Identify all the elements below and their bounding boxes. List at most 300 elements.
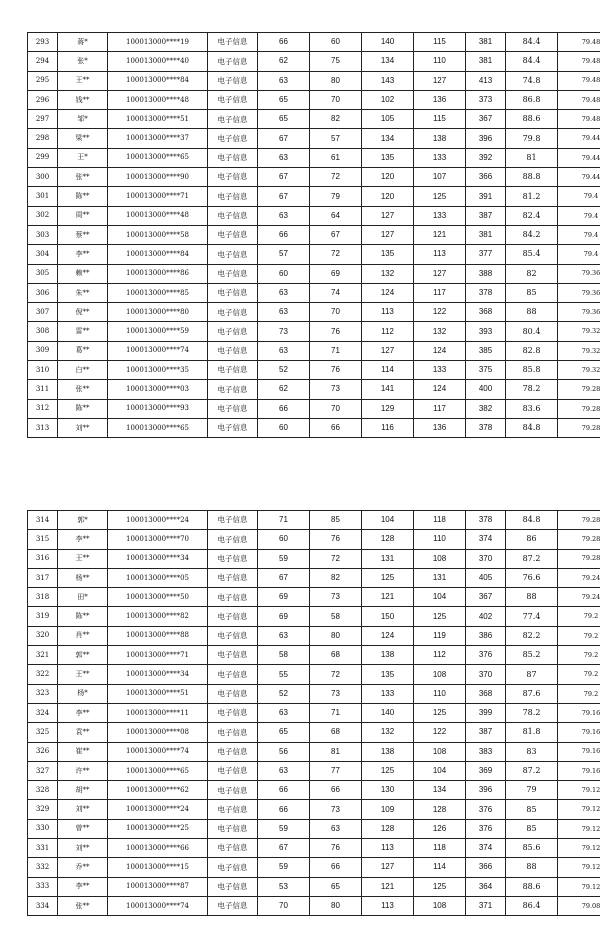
candidate-id-cell: 100013000****65 xyxy=(108,148,208,167)
politics-score-cell: 53 xyxy=(258,877,310,896)
politics-score-cell: 52 xyxy=(258,684,310,703)
interview-score-cell: 84.8 xyxy=(506,418,558,437)
final-score-cell: 79.16 xyxy=(558,761,600,780)
candidate-id-cell: 100013000****65 xyxy=(108,418,208,437)
table-row xyxy=(28,418,600,437)
candidate-id-cell: 100013000****34 xyxy=(108,665,208,684)
subject-2-score-cell: 133 xyxy=(414,148,466,167)
name-cell: 郭** xyxy=(58,646,108,665)
final-score-cell: 79.12 xyxy=(558,839,600,858)
subject-1-score-cell: 125 xyxy=(362,568,414,587)
name-cell: 周** xyxy=(58,206,108,225)
english-score-cell: 73 xyxy=(310,684,362,703)
english-score-cell: 71 xyxy=(310,703,362,722)
english-score-cell: 64 xyxy=(310,206,362,225)
english-score-cell: 66 xyxy=(310,858,362,877)
interview-score-cell: 83 xyxy=(506,742,558,761)
subject-1-score-cell: 104 xyxy=(362,511,414,530)
candidate-id-cell: 100013000****25 xyxy=(108,819,208,838)
table-row xyxy=(28,858,600,877)
name-cell: 李** xyxy=(58,703,108,722)
candidate-id-cell: 100013000****90 xyxy=(108,168,208,187)
major-cell: 电子信息 xyxy=(208,399,258,418)
major-cell: 电子信息 xyxy=(208,418,258,437)
name-cell: 刘** xyxy=(58,839,108,858)
name-cell: 朱** xyxy=(58,283,108,302)
final-score-cell: 79.08 xyxy=(558,896,600,915)
candidate-id-cell: 100013000****35 xyxy=(108,361,208,380)
name-cell: 崔** xyxy=(58,742,108,761)
subject-1-score-cell: 113 xyxy=(362,839,414,858)
table-row xyxy=(28,646,600,665)
table-row xyxy=(28,52,600,71)
interview-score-cell: 82.2 xyxy=(506,626,558,645)
politics-score-cell: 65 xyxy=(258,110,310,129)
subject-2-score-cell: 133 xyxy=(414,361,466,380)
total-score-cell: 378 xyxy=(466,511,506,530)
politics-score-cell: 56 xyxy=(258,742,310,761)
table-row xyxy=(28,90,600,109)
candidate-id-cell: 100013000****05 xyxy=(108,568,208,587)
name-cell: 葛** xyxy=(58,341,108,360)
interview-score-cell: 88.6 xyxy=(506,110,558,129)
interview-score-cell: 82.4 xyxy=(506,206,558,225)
major-cell: 电子信息 xyxy=(208,819,258,838)
final-score-cell: 79.44 xyxy=(558,148,600,167)
total-score-cell: 383 xyxy=(466,742,506,761)
candidate-id-cell: 100013000****48 xyxy=(108,90,208,109)
english-score-cell: 70 xyxy=(310,90,362,109)
subject-2-score-cell: 134 xyxy=(414,781,466,800)
total-score-cell: 387 xyxy=(466,206,506,225)
subject-1-score-cell: 121 xyxy=(362,877,414,896)
politics-score-cell: 62 xyxy=(258,52,310,71)
final-score-cell: 79.36 xyxy=(558,303,600,322)
politics-score-cell: 67 xyxy=(258,187,310,206)
interview-score-cell: 85.8 xyxy=(506,361,558,380)
interview-score-cell: 84.4 xyxy=(506,52,558,71)
english-score-cell: 74 xyxy=(310,283,362,302)
english-score-cell: 68 xyxy=(310,723,362,742)
name-cell: 张** xyxy=(58,380,108,399)
candidate-id-cell: 100013000****74 xyxy=(108,896,208,915)
total-score-cell: 367 xyxy=(466,110,506,129)
name-cell: 肖** xyxy=(58,626,108,645)
english-score-cell: 76 xyxy=(310,361,362,380)
name-cell: 王** xyxy=(58,665,108,684)
english-score-cell: 72 xyxy=(310,168,362,187)
total-score-cell: 376 xyxy=(466,800,506,819)
rank-cell: 311 xyxy=(28,380,58,399)
english-score-cell: 75 xyxy=(310,52,362,71)
politics-score-cell: 63 xyxy=(258,626,310,645)
rank-cell: 321 xyxy=(28,646,58,665)
english-score-cell: 81 xyxy=(310,742,362,761)
major-cell: 电子信息 xyxy=(208,588,258,607)
subject-1-score-cell: 102 xyxy=(362,90,414,109)
subject-1-score-cell: 114 xyxy=(362,361,414,380)
name-cell: 白** xyxy=(58,361,108,380)
total-score-cell: 364 xyxy=(466,877,506,896)
major-cell: 电子信息 xyxy=(208,723,258,742)
subject-1-score-cell: 129 xyxy=(362,399,414,418)
final-score-cell: 79.28 xyxy=(558,380,600,399)
english-score-cell: 70 xyxy=(310,399,362,418)
final-score-cell: 79.36 xyxy=(558,264,600,283)
total-score-cell: 382 xyxy=(466,399,506,418)
english-score-cell: 79 xyxy=(310,187,362,206)
major-cell: 电子信息 xyxy=(208,361,258,380)
subject-2-score-cell: 122 xyxy=(414,303,466,322)
politics-score-cell: 62 xyxy=(258,380,310,399)
subject-1-score-cell: 127 xyxy=(362,206,414,225)
table-row xyxy=(28,322,600,341)
total-score-cell: 387 xyxy=(466,723,506,742)
interview-score-cell: 78.2 xyxy=(506,703,558,722)
politics-score-cell: 63 xyxy=(258,703,310,722)
name-cell: 刘** xyxy=(58,800,108,819)
english-score-cell: 68 xyxy=(310,646,362,665)
interview-score-cell: 81 xyxy=(506,148,558,167)
politics-score-cell: 67 xyxy=(258,568,310,587)
table-row xyxy=(28,819,600,838)
name-cell: 蔡** xyxy=(58,225,108,244)
subject-1-score-cell: 131 xyxy=(362,549,414,568)
politics-score-cell: 66 xyxy=(258,781,310,800)
major-cell: 电子信息 xyxy=(208,646,258,665)
interview-score-cell: 79 xyxy=(506,781,558,800)
subject-2-score-cell: 127 xyxy=(414,264,466,283)
score-table-body xyxy=(28,33,600,438)
table-row xyxy=(28,896,600,915)
final-score-cell: 79.44 xyxy=(558,168,600,187)
final-score-cell: 79.48 xyxy=(558,71,600,90)
major-cell: 电子信息 xyxy=(208,781,258,800)
english-score-cell: 71 xyxy=(310,341,362,360)
candidate-id-cell: 100013000****50 xyxy=(108,588,208,607)
politics-score-cell: 70 xyxy=(258,896,310,915)
interview-score-cell: 86.4 xyxy=(506,896,558,915)
table-row xyxy=(28,71,600,90)
major-cell: 电子信息 xyxy=(208,322,258,341)
name-cell: 张** xyxy=(58,168,108,187)
candidate-id-cell: 100013000****34 xyxy=(108,549,208,568)
candidate-id-cell: 100013000****65 xyxy=(108,761,208,780)
total-score-cell: 376 xyxy=(466,646,506,665)
subject-1-score-cell: 109 xyxy=(362,800,414,819)
final-score-cell: 79.48 xyxy=(558,52,600,71)
major-cell: 电子信息 xyxy=(208,703,258,722)
rank-cell: 298 xyxy=(28,129,58,148)
interview-score-cell: 81.8 xyxy=(506,723,558,742)
subject-2-score-cell: 136 xyxy=(414,418,466,437)
final-score-cell: 79.28 xyxy=(558,418,600,437)
candidate-id-cell: 100013000****37 xyxy=(108,129,208,148)
table-row xyxy=(28,129,600,148)
politics-score-cell: 59 xyxy=(258,549,310,568)
final-score-cell: 79.4 xyxy=(558,225,600,244)
table-row xyxy=(28,187,600,206)
major-cell: 电子信息 xyxy=(208,839,258,858)
politics-score-cell: 66 xyxy=(258,33,310,52)
interview-score-cell: 82 xyxy=(506,264,558,283)
english-score-cell: 73 xyxy=(310,380,362,399)
major-cell: 电子信息 xyxy=(208,264,258,283)
rank-cell: 322 xyxy=(28,665,58,684)
final-score-cell: 79.2 xyxy=(558,646,600,665)
name-cell: 邹* xyxy=(58,110,108,129)
final-score-cell: 79.2 xyxy=(558,684,600,703)
table-row xyxy=(28,399,600,418)
rank-cell: 314 xyxy=(28,511,58,530)
subject-1-score-cell: 127 xyxy=(362,341,414,360)
total-score-cell: 373 xyxy=(466,90,506,109)
rank-cell: 294 xyxy=(28,52,58,71)
politics-score-cell: 52 xyxy=(258,361,310,380)
english-score-cell: 67 xyxy=(310,225,362,244)
english-score-cell: 82 xyxy=(310,568,362,587)
name-cell: 赖** xyxy=(58,264,108,283)
interview-score-cell: 76.6 xyxy=(506,568,558,587)
interview-score-cell: 84.4 xyxy=(506,33,558,52)
candidate-id-cell: 100013000****85 xyxy=(108,283,208,302)
subject-2-score-cell: 117 xyxy=(414,283,466,302)
interview-score-cell: 87 xyxy=(506,665,558,684)
interview-score-cell: 85 xyxy=(506,800,558,819)
table-row xyxy=(28,761,600,780)
total-score-cell: 388 xyxy=(466,264,506,283)
politics-score-cell: 60 xyxy=(258,530,310,549)
table-row xyxy=(28,225,600,244)
subject-2-score-cell: 125 xyxy=(414,187,466,206)
rank-cell: 323 xyxy=(28,684,58,703)
english-score-cell: 65 xyxy=(310,877,362,896)
candidate-id-cell: 100013000****48 xyxy=(108,206,208,225)
subject-1-score-cell: 120 xyxy=(362,168,414,187)
english-score-cell: 72 xyxy=(310,549,362,568)
table-row xyxy=(28,800,600,819)
table-row xyxy=(28,283,600,302)
major-cell: 电子信息 xyxy=(208,148,258,167)
candidate-id-cell: 100013000****70 xyxy=(108,530,208,549)
subject-1-score-cell: 135 xyxy=(362,665,414,684)
subject-2-score-cell: 113 xyxy=(414,245,466,264)
major-cell: 电子信息 xyxy=(208,530,258,549)
subject-1-score-cell: 125 xyxy=(362,761,414,780)
subject-2-score-cell: 118 xyxy=(414,839,466,858)
total-score-cell: 367 xyxy=(466,588,506,607)
final-score-cell: 79.16 xyxy=(558,703,600,722)
name-cell: 李** xyxy=(58,245,108,264)
subject-1-score-cell: 112 xyxy=(362,322,414,341)
rank-cell: 319 xyxy=(28,607,58,626)
candidate-id-cell: 100013000****15 xyxy=(108,858,208,877)
politics-score-cell: 63 xyxy=(258,303,310,322)
major-cell: 电子信息 xyxy=(208,800,258,819)
candidate-id-cell: 100013000****24 xyxy=(108,511,208,530)
subject-1-score-cell: 143 xyxy=(362,71,414,90)
name-cell: 陈** xyxy=(58,399,108,418)
interview-score-cell: 83.6 xyxy=(506,399,558,418)
subject-2-score-cell: 127 xyxy=(414,71,466,90)
final-score-cell: 79.12 xyxy=(558,800,600,819)
major-cell: 电子信息 xyxy=(208,341,258,360)
subject-1-score-cell: 124 xyxy=(362,626,414,645)
final-score-cell: 79.2 xyxy=(558,607,600,626)
rank-cell: 304 xyxy=(28,245,58,264)
english-score-cell: 63 xyxy=(310,819,362,838)
total-score-cell: 381 xyxy=(466,33,506,52)
major-cell: 电子信息 xyxy=(208,761,258,780)
candidate-id-cell: 100013000****24 xyxy=(108,800,208,819)
english-score-cell: 66 xyxy=(310,781,362,800)
major-cell: 电子信息 xyxy=(208,626,258,645)
politics-score-cell: 59 xyxy=(258,819,310,838)
final-score-cell: 79.2 xyxy=(558,665,600,684)
candidate-id-cell: 100013000****82 xyxy=(108,607,208,626)
candidate-id-cell: 100013000****03 xyxy=(108,380,208,399)
interview-score-cell: 87.2 xyxy=(506,761,558,780)
english-score-cell: 80 xyxy=(310,71,362,90)
final-score-cell: 79.48 xyxy=(558,90,600,109)
rank-cell: 297 xyxy=(28,110,58,129)
name-cell: 许** xyxy=(58,761,108,780)
subject-1-score-cell: 132 xyxy=(362,723,414,742)
total-score-cell: 366 xyxy=(466,858,506,877)
table-row xyxy=(28,723,600,742)
subject-1-score-cell: 135 xyxy=(362,245,414,264)
interview-score-cell: 84.2 xyxy=(506,225,558,244)
politics-score-cell: 63 xyxy=(258,71,310,90)
score-table-body xyxy=(28,511,600,916)
interview-score-cell: 88.6 xyxy=(506,877,558,896)
final-score-cell: 79.24 xyxy=(558,588,600,607)
politics-score-cell: 67 xyxy=(258,129,310,148)
subject-1-score-cell: 121 xyxy=(362,588,414,607)
subject-2-score-cell: 114 xyxy=(414,858,466,877)
rank-cell: 324 xyxy=(28,703,58,722)
table-row xyxy=(28,341,600,360)
interview-score-cell: 80.4 xyxy=(506,322,558,341)
rank-cell: 309 xyxy=(28,341,58,360)
total-score-cell: 405 xyxy=(466,568,506,587)
final-score-cell: 79.24 xyxy=(558,568,600,587)
name-cell: 王* xyxy=(58,148,108,167)
english-score-cell: 73 xyxy=(310,800,362,819)
english-score-cell: 61 xyxy=(310,148,362,167)
name-cell: 陈** xyxy=(58,187,108,206)
rank-cell: 315 xyxy=(28,530,58,549)
interview-score-cell: 88 xyxy=(506,588,558,607)
table-row xyxy=(28,839,600,858)
rank-cell: 301 xyxy=(28,187,58,206)
subject-2-score-cell: 108 xyxy=(414,665,466,684)
total-score-cell: 369 xyxy=(466,761,506,780)
english-score-cell: 58 xyxy=(310,607,362,626)
total-score-cell: 396 xyxy=(466,781,506,800)
name-cell: 张** xyxy=(58,896,108,915)
major-cell: 电子信息 xyxy=(208,52,258,71)
rank-cell: 296 xyxy=(28,90,58,109)
politics-score-cell: 66 xyxy=(258,800,310,819)
subject-1-score-cell: 138 xyxy=(362,742,414,761)
candidate-id-cell: 100013000****71 xyxy=(108,187,208,206)
politics-score-cell: 65 xyxy=(258,723,310,742)
final-score-cell: 79.12 xyxy=(558,781,600,800)
rank-cell: 329 xyxy=(28,800,58,819)
interview-score-cell: 88.8 xyxy=(506,168,558,187)
interview-score-cell: 85.6 xyxy=(506,839,558,858)
final-score-cell: 79.4 xyxy=(558,187,600,206)
name-cell: 王** xyxy=(58,71,108,90)
politics-score-cell: 63 xyxy=(258,283,310,302)
major-cell: 电子信息 xyxy=(208,665,258,684)
major-cell: 电子信息 xyxy=(208,110,258,129)
politics-score-cell: 60 xyxy=(258,418,310,437)
subject-2-score-cell: 125 xyxy=(414,703,466,722)
subject-2-score-cell: 115 xyxy=(414,110,466,129)
major-cell: 电子信息 xyxy=(208,225,258,244)
subject-2-score-cell: 107 xyxy=(414,168,466,187)
subject-1-score-cell: 128 xyxy=(362,819,414,838)
final-score-cell: 79.4 xyxy=(558,206,600,225)
total-score-cell: 391 xyxy=(466,187,506,206)
total-score-cell: 370 xyxy=(466,665,506,684)
name-cell: 杨** xyxy=(58,568,108,587)
total-score-cell: 399 xyxy=(466,703,506,722)
english-score-cell: 72 xyxy=(310,665,362,684)
final-score-cell: 79.2 xyxy=(558,626,600,645)
subject-2-score-cell: 110 xyxy=(414,52,466,71)
politics-score-cell: 66 xyxy=(258,399,310,418)
subject-1-score-cell: 128 xyxy=(362,530,414,549)
name-cell: 李** xyxy=(58,877,108,896)
major-cell: 电子信息 xyxy=(208,607,258,626)
interview-score-cell: 86 xyxy=(506,530,558,549)
table-row xyxy=(28,588,600,607)
politics-score-cell: 57 xyxy=(258,245,310,264)
candidate-id-cell: 100013000****19 xyxy=(108,33,208,52)
candidate-id-cell: 100013000****51 xyxy=(108,684,208,703)
interview-score-cell: 82.8 xyxy=(506,341,558,360)
politics-score-cell: 65 xyxy=(258,90,310,109)
politics-score-cell: 73 xyxy=(258,322,310,341)
rank-cell: 317 xyxy=(28,568,58,587)
name-cell: 刘** xyxy=(58,418,108,437)
table-row xyxy=(28,703,600,722)
total-score-cell: 402 xyxy=(466,607,506,626)
major-cell: 电子信息 xyxy=(208,549,258,568)
final-score-cell: 79.12 xyxy=(558,858,600,877)
subject-2-score-cell: 104 xyxy=(414,761,466,780)
total-score-cell: 393 xyxy=(466,322,506,341)
politics-score-cell: 66 xyxy=(258,225,310,244)
rank-cell: 333 xyxy=(28,877,58,896)
candidate-id-cell: 100013000****86 xyxy=(108,264,208,283)
subject-2-score-cell: 112 xyxy=(414,646,466,665)
table-row xyxy=(28,742,600,761)
total-score-cell: 368 xyxy=(466,684,506,703)
final-score-cell: 79.16 xyxy=(558,723,600,742)
interview-score-cell: 78.2 xyxy=(506,380,558,399)
candidate-id-cell: 100013000****62 xyxy=(108,781,208,800)
total-score-cell: 381 xyxy=(466,225,506,244)
name-cell: 梁** xyxy=(58,129,108,148)
english-score-cell: 66 xyxy=(310,418,362,437)
candidate-id-cell: 100013000****59 xyxy=(108,322,208,341)
subject-2-score-cell: 124 xyxy=(414,380,466,399)
table-row xyxy=(28,626,600,645)
